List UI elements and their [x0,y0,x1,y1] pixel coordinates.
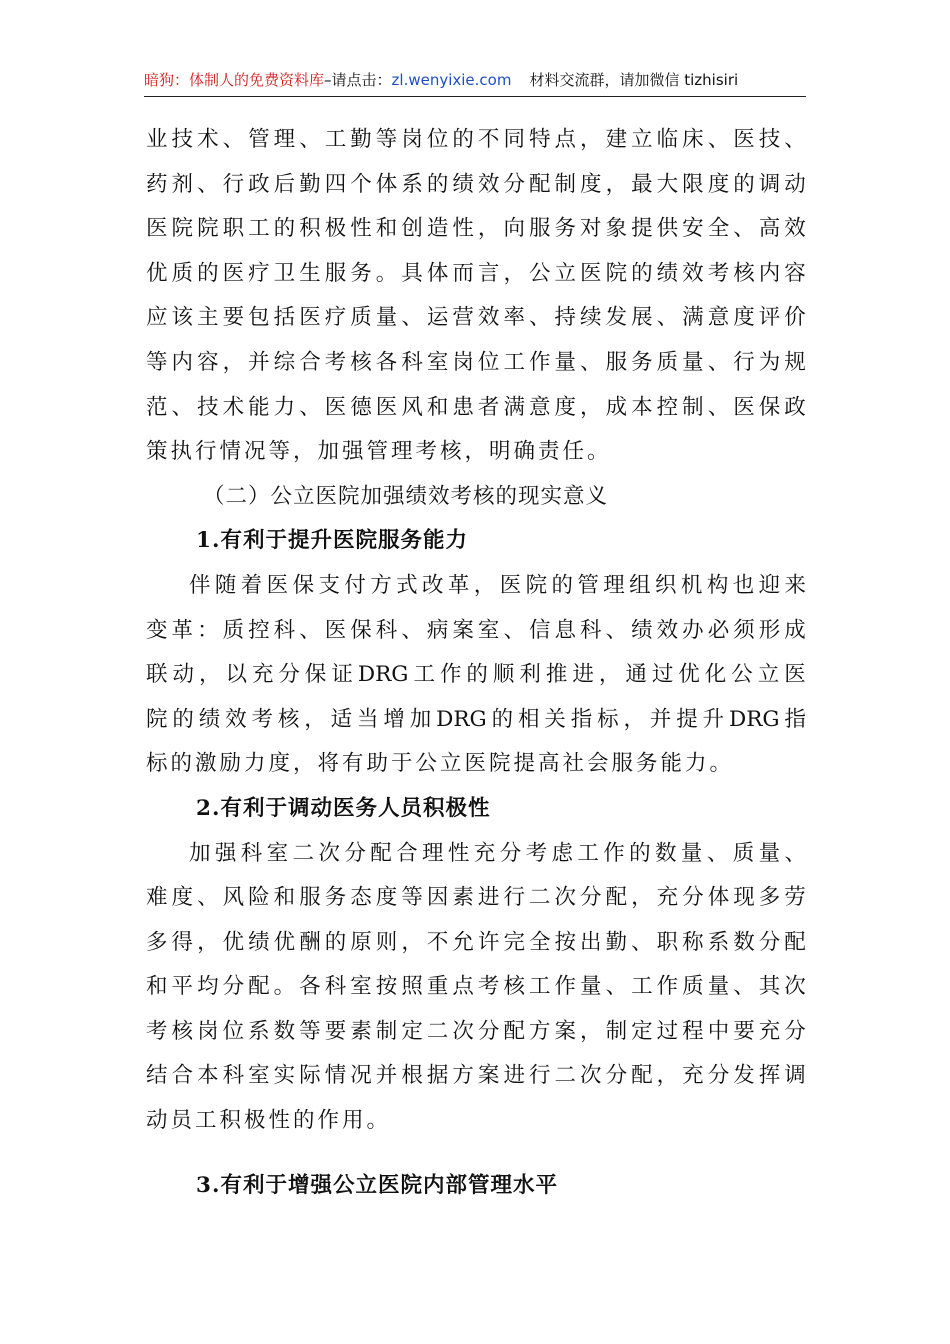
text-line: 优 质 的 医 疗 卫 生 服 务 。 具 体 而 言 ， 公 立 医 院 的 绩 效 考 核 内 容 [146,260,806,286]
text-line: 院 的 绩 效 考 核 ， 适 当 增 加 DRG 的 相 关 指 标 ， 并 提 升 DRG 指 [146,706,806,732]
text-line: 多 得 ， 优 绩 优 酬 的 原 则 ， 不 允 许 完 全 按 出 勤 、 职 称 系 数 分 配 [146,929,806,955]
text-line: 医 院 院 职 工 的 积 极 性 和 创 造 性 ， 向 服 务 对 象 提 供 安 全 、 高 效 [146,216,806,242]
text-line: 策执行情况等，加强管理考核，明确责任。 [146,439,612,465]
header-wechat-note: 材料交流群，请加微信 tizhisiri [529,71,739,89]
subsection-heading-3: 3.有利于增强公立医院内部管理水平 [196,1172,558,1198]
text-line: 难 度 、 风 险 和 服 务 态 度 等 因 素 进 行 二 次 分 配 ， 充 分 体 现 多 劳 [146,885,806,911]
text-line: 等 内 容 ， 并 综 合 考 核 各 科 室 岗 位 工 作 量 、 服 务 质 量 、 行 为 规 [146,349,806,375]
document-body [146,118,806,1208]
header-url-link[interactable]: zl.wenyixie.com [391,71,512,89]
header-prompt: –请点击： [324,71,392,89]
text-line: 药 剂 、 行 政 后 勤 四 个 体 系 的 绩 效 分 配 制 度 ， 最 大 限 度 的 调 动 [146,171,806,197]
header-brand: 暗狗：体制人的免费资料库 [144,71,325,89]
text-line: 标的激励力度，将有助于公立医院提高社会服务能力。 [146,751,735,777]
text-line: 动员工积极性的作用。 [146,1108,392,1134]
subsection-heading-1: 1.有利于提升医院服务能力 [196,528,468,554]
text-line: 变 革 ： 质 控 科 、 医 保 科 、 病 案 室 、 信 息 科 、 绩 效 办 必 须 形 成 [146,617,806,643]
section-heading: （二）公立医院加强绩效考核的现实意义 [203,483,609,509]
text-line: 范 、 技 术 能 力 、 医 德 医 风 和 患 者 满 意 度 ， 成 本 控 制 、 医 保 政 [146,394,806,420]
text-line: 考 核 岗 位 系 数 等 要 素 制 定 二 次 分 配 方 案 ， 制 定 过 程 中 要 充 分 [146,1018,806,1044]
subsection-heading-2: 2.有利于调动医务人员积极性 [196,795,491,821]
text-line: 结 合 本 科 室 实 际 情 况 并 根 据 方 案 进 行 二 次 分 配 ， 充 分 发 挥 调 [146,1063,806,1089]
text-line: 联 动 ， 以 充 分 保 证 DRG 工 作 的 顺 利 推 进 ， 通 过 优 化 公 立 医 [146,662,806,688]
text-line: 应 该 主 要 包 括 医 疗 质 量 、 运 营 效 率 、 持 续 发 展 、 满 意 度 评 价 [146,305,806,331]
page-header [144,66,806,97]
text-line: 和 平 均 分 配 。 各 科 室 按 照 重 点 考 核 工 作 量 、 工 作 质 量 、 其 次 [146,974,806,1000]
text-line: 业 技 术 、 管 理 、 工 勤 等 岗 位 的 不 同 特 点 ， 建 立 临 床 、 医 技 、 [146,127,806,152]
text-line: 加 强 科 室 二 次 分 配 合 理 性 充 分 考 虑 工 作 的 数 量 、 质 量 、 [189,840,806,866]
text-line: 伴 随 着 医 保 支 付 方 式 改 革 ， 医 院 的 管 理 组 织 机 构 也 迎 来 [189,572,806,598]
